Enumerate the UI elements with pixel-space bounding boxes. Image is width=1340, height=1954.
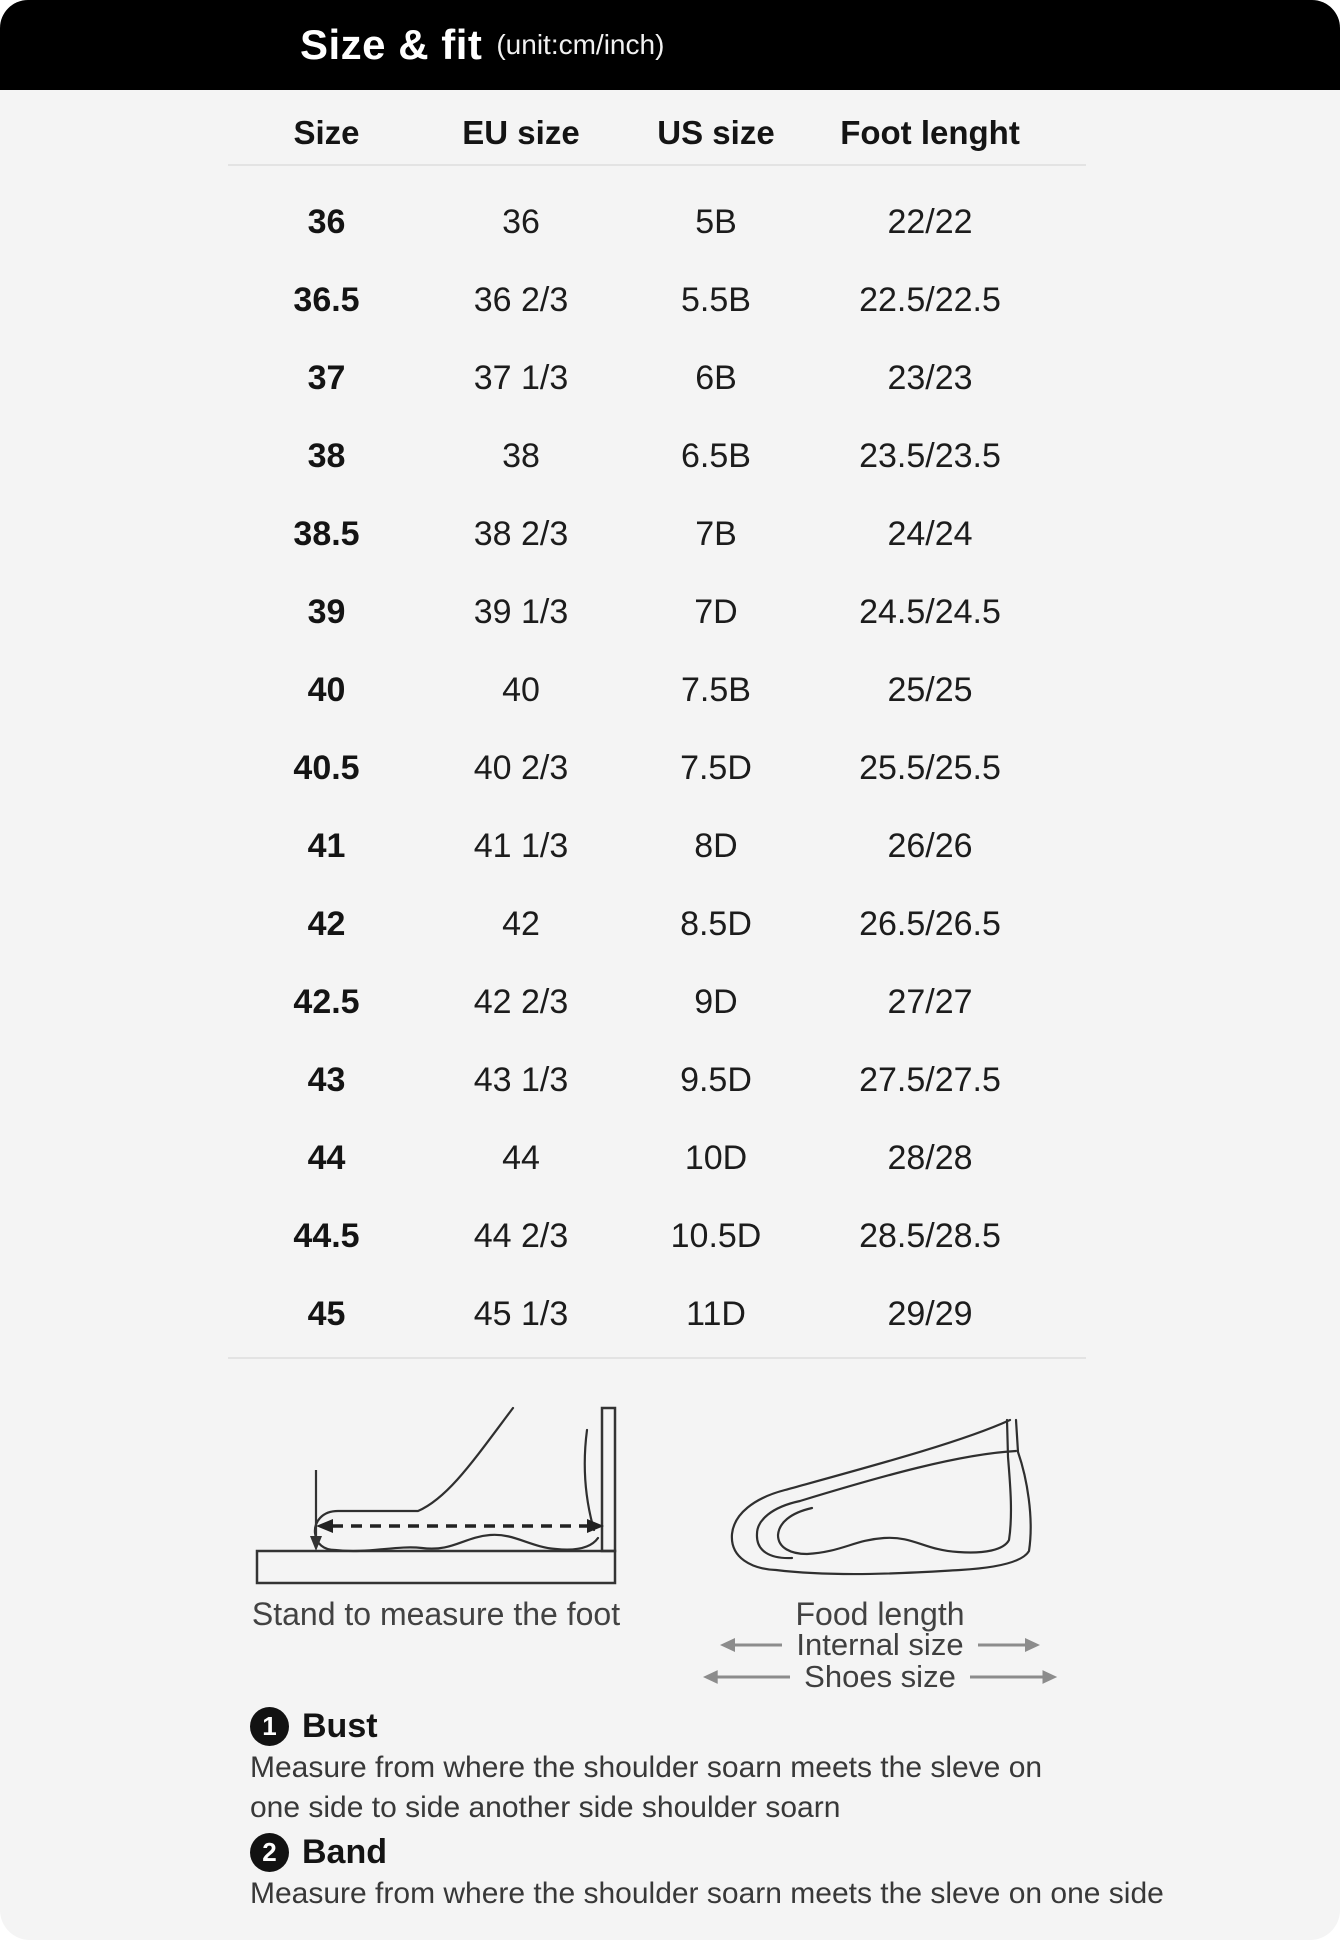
diagram-caption-left: Stand to measure the foot (251, 1596, 621, 1632)
table-cell-foot-length: 27.5/27.5 (859, 1061, 1001, 1099)
table-row (229, 417, 1046, 495)
right-arrow-icon (970, 1668, 1058, 1686)
left-arrow-icon (702, 1668, 790, 1686)
column-header-size: Size (293, 114, 360, 151)
table-cell-us-size: 8.5D (680, 905, 752, 943)
table-cell-us-size: 6B (695, 359, 737, 397)
table-row (229, 963, 1046, 1041)
table-cell-size: 44 (307, 1139, 346, 1177)
table-cell-eu-size: 44 2/3 (473, 1217, 569, 1255)
note-description-bust: Measure from where the shoulder soarn meets the sleve on one side to side another side shoulder soarn (250, 1751, 1043, 1824)
table-cell-size: 36 (307, 203, 346, 241)
table-row (229, 573, 1046, 651)
ankle-back-line (585, 1430, 594, 1530)
table-row (229, 807, 1046, 885)
table-cell-size: 44.5 (293, 1217, 360, 1255)
table-cell-us-size: 7D (694, 593, 738, 631)
note-number-badge: 1 (250, 1707, 289, 1746)
table-row (229, 495, 1046, 573)
foot-inner-outline (778, 1420, 1011, 1554)
table-cell-foot-length: 27/27 (887, 983, 973, 1021)
table-cell-eu-size: 44 (502, 1139, 540, 1177)
note-title-band: Band (302, 1832, 387, 1871)
table-cell-foot-length: 22.5/22.5 (859, 281, 1001, 319)
table-cell-us-size: 6.5B (681, 437, 751, 475)
table-cell-foot-length: 23/23 (887, 359, 973, 397)
table-cell-eu-size: 43 1/3 (473, 1061, 569, 1099)
table-cell-foot-length: 25.5/25.5 (859, 749, 1001, 787)
table-cell-size: 39 (307, 593, 346, 631)
table-cell-foot-length: 24.5/24.5 (859, 593, 1001, 631)
table-cell-size: 43 (307, 1061, 346, 1099)
shoe-opening-edge (757, 1451, 1016, 1558)
card-body (0, 90, 1340, 1940)
table-cell-size: 37 (307, 359, 346, 397)
table-cell-eu-size: 38 2/3 (473, 515, 569, 553)
table-cell-us-size: 10.5D (670, 1217, 762, 1255)
table-cell-foot-length: 28.5/28.5 (859, 1217, 1001, 1255)
left-arrow-icon (719, 1636, 782, 1654)
table-cell-size: 38.5 (293, 515, 360, 553)
note-band-header (250, 1832, 387, 1872)
table-row (229, 183, 1046, 261)
table-cell-size: 45 (307, 1295, 346, 1333)
note-title-bust: Bust (302, 1706, 378, 1745)
table-cell-us-size: 8D (694, 827, 738, 865)
shoes-size-label: Shoes size (804, 1659, 956, 1694)
table-cell-size: 42.5 (293, 983, 360, 1021)
table-cell-foot-length: 25/25 (887, 671, 973, 709)
internal-size-row (702, 1628, 1058, 1662)
table-cell-size: 40 (307, 671, 346, 709)
table-row (229, 885, 1046, 963)
table-row (229, 729, 1046, 807)
note-bust-header (250, 1706, 378, 1746)
note-description-band: Measure from where the shoulder soarn meets the sleve on one side (250, 1877, 1164, 1910)
card-header (0, 0, 1340, 90)
table-cell-eu-size: 45 1/3 (473, 1295, 569, 1333)
table-cell-foot-length: 23.5/23.5 (859, 437, 1001, 475)
internal-size-label: Internal size (796, 1627, 964, 1662)
table-cell-eu-size: 37 1/3 (473, 359, 569, 397)
table-header-row (229, 108, 1046, 158)
table-cell-us-size: 9.5D (680, 1061, 752, 1099)
table-cell-size: 36.5 (293, 281, 360, 319)
table-row (229, 1197, 1046, 1275)
table-cell-foot-length: 22/22 (887, 203, 973, 241)
table-cell-us-size: 11D (686, 1295, 746, 1333)
table-cell-eu-size: 39 1/3 (473, 593, 569, 631)
table-cell-eu-size: 40 2/3 (473, 749, 569, 787)
table-cell-eu-size: 42 2/3 (473, 983, 569, 1021)
divider (228, 164, 1086, 166)
table-cell-eu-size: 36 (502, 203, 540, 241)
divider (228, 1357, 1086, 1359)
table-cell-foot-length: 29/29 (887, 1295, 973, 1333)
column-header-foot-length: Foot lenght (840, 114, 1020, 151)
measure-wall (602, 1408, 615, 1551)
table-cell-us-size: 5.5B (681, 281, 751, 319)
shoes-size-row (702, 1660, 1058, 1694)
table-cell-foot-length: 26/26 (887, 827, 973, 865)
note-number-badge: 2 (250, 1833, 289, 1872)
column-header-eu-size: EU size (462, 114, 580, 151)
ground-base (257, 1551, 615, 1583)
stand-measure-diagram (250, 1402, 622, 1588)
table-cell-us-size: 7B (695, 515, 737, 553)
table-cell-foot-length: 24/24 (887, 515, 973, 553)
table-cell-foot-length: 26.5/26.5 (859, 905, 1001, 943)
table-cell-eu-size: 41 1/3 (473, 827, 569, 865)
table-cell-eu-size: 42 (502, 905, 540, 943)
page-title: Size & fit (300, 21, 483, 68)
right-arrow-icon (978, 1636, 1041, 1654)
size-table (229, 183, 1046, 1353)
table-row (229, 339, 1046, 417)
table-cell-eu-size: 40 (502, 671, 540, 709)
unit-label: (unit:cm/inch) (496, 29, 665, 60)
table-cell-size: 40.5 (293, 749, 360, 787)
table-row (229, 1041, 1046, 1119)
foot-outline (315, 1408, 598, 1551)
table-cell-size: 41 (307, 827, 346, 865)
table-row (229, 1119, 1046, 1197)
table-cell-size: 38 (307, 437, 346, 475)
diagram-caption-right: Food length (795, 1596, 965, 1632)
column-header-us-size: US size (657, 114, 775, 151)
table-cell-us-size: 7.5D (680, 749, 752, 787)
table-row (229, 1275, 1046, 1353)
table-cell-foot-length: 28/28 (887, 1139, 973, 1177)
table-cell-us-size: 10D (684, 1139, 748, 1177)
table-cell-us-size: 7.5B (681, 671, 751, 709)
table-row (229, 261, 1046, 339)
table-cell-us-size: 9D (694, 983, 738, 1021)
shoe-foot-diagram (712, 1402, 1048, 1584)
table-cell-us-size: 5B (695, 203, 737, 241)
table-row (229, 651, 1046, 729)
table-cell-eu-size: 38 (502, 437, 540, 475)
table-cell-eu-size: 36 2/3 (473, 281, 569, 319)
table-cell-size: 42 (307, 905, 346, 943)
